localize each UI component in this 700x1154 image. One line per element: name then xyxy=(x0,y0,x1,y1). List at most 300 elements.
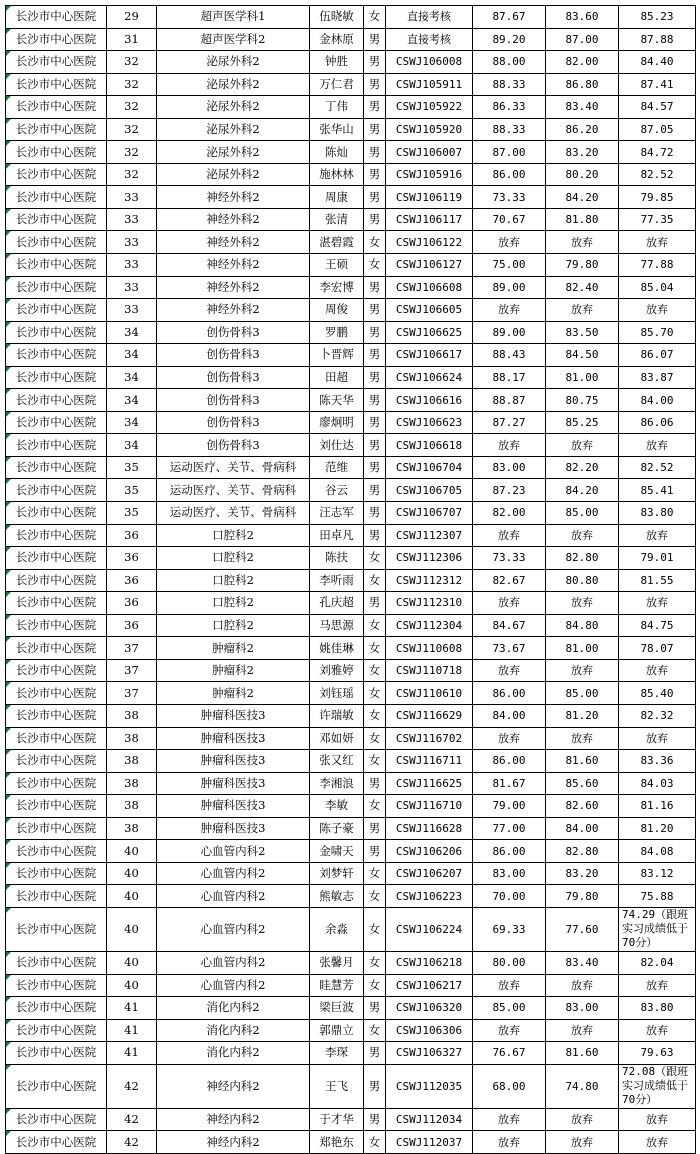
final-score-cell: 77.88 xyxy=(619,254,696,277)
written-score-cell: 80.00 xyxy=(473,951,546,974)
final-score-cell: 放弃 xyxy=(619,434,696,457)
final-score-cell: 85.70 xyxy=(619,321,696,344)
candidate-name-cell: 姚佳琳 xyxy=(310,637,364,660)
candidate-name-cell: 眭慧芳 xyxy=(310,974,364,997)
post-name-cell: 创伤骨科3 xyxy=(157,366,310,389)
post-name-cell: 运动医疗、关节、骨病科 xyxy=(157,456,310,479)
candidate-name-cell: 施林林 xyxy=(310,163,364,186)
post-name-cell: 超声医学科1 xyxy=(157,6,310,29)
final-score-cell: 86.06 xyxy=(619,411,696,434)
post-name-cell: 口腔科2 xyxy=(157,547,310,570)
exam-number-cell: CSWJ106218 xyxy=(386,951,473,974)
final-score-cell: 81.55 xyxy=(619,569,696,592)
exam-number-cell: CSWJ106007 xyxy=(386,141,473,164)
table-row xyxy=(6,704,696,727)
gender-cell: 女 xyxy=(364,1019,386,1042)
post-name-cell: 泌尿外科2 xyxy=(157,141,310,164)
interview-score-cell: 83.40 xyxy=(546,96,619,119)
candidate-name-cell: 张华山 xyxy=(310,118,364,141)
candidate-name-cell: 郑艳东 xyxy=(310,1131,364,1154)
post-name-cell: 神经外科2 xyxy=(157,276,310,299)
exam-number-cell: CSWJ112035 xyxy=(386,1064,473,1108)
candidate-name-cell: 李宏博 xyxy=(310,276,364,299)
post-number-cell: 33 xyxy=(107,231,157,254)
hospital-cell: 长沙市中心医院 xyxy=(6,592,107,615)
post-name-cell: 肿瘤科2 xyxy=(157,637,310,660)
candidate-name-cell: 金啸天 xyxy=(310,840,364,863)
exam-number-cell: CSWJ106207 xyxy=(386,862,473,885)
gender-cell: 男 xyxy=(364,997,386,1020)
gender-cell: 女 xyxy=(364,614,386,637)
post-name-cell: 心血管内科2 xyxy=(157,862,310,885)
final-score-cell: 82.52 xyxy=(619,163,696,186)
table-row xyxy=(6,1064,696,1108)
hospital-cell: 长沙市中心医院 xyxy=(6,637,107,660)
table-row xyxy=(6,276,696,299)
exam-number-cell: CSWJ106206 xyxy=(386,840,473,863)
table-row xyxy=(6,614,696,637)
table-row xyxy=(6,321,696,344)
exam-number-cell: CSWJ106705 xyxy=(386,479,473,502)
hospital-cell: 长沙市中心医院 xyxy=(6,974,107,997)
post-number-cell: 36 xyxy=(107,547,157,570)
post-number-cell: 34 xyxy=(107,366,157,389)
gender-cell: 女 xyxy=(364,974,386,997)
table-row xyxy=(6,974,696,997)
post-name-cell: 泌尿外科2 xyxy=(157,73,310,96)
hospital-cell: 长沙市中心医院 xyxy=(6,28,107,51)
interview-score-cell: 83.60 xyxy=(546,6,619,29)
post-name-cell: 超声医学科2 xyxy=(157,28,310,51)
post-number-cell: 38 xyxy=(107,750,157,773)
candidate-name-cell: 孔庆超 xyxy=(310,592,364,615)
table-row xyxy=(6,163,696,186)
table-row xyxy=(6,502,696,525)
post-number-cell: 35 xyxy=(107,479,157,502)
table-row xyxy=(6,682,696,705)
final-score-cell: 放弃 xyxy=(619,299,696,322)
interview-score-cell: 放弃 xyxy=(546,524,619,547)
post-name-cell: 肿瘤科医技3 xyxy=(157,704,310,727)
gender-cell: 男 xyxy=(364,276,386,299)
interview-score-cell: 86.80 xyxy=(546,73,619,96)
exam-number-cell: CSWJ106223 xyxy=(386,885,473,908)
written-score-cell: 73.33 xyxy=(473,186,546,209)
post-number-cell: 42 xyxy=(107,1108,157,1131)
final-score-cell: 放弃 xyxy=(619,659,696,682)
table-row xyxy=(6,411,696,434)
final-score-cell: 83.36 xyxy=(619,750,696,773)
table-row xyxy=(6,907,696,951)
final-score-cell: 75.88 xyxy=(619,885,696,908)
written-score-cell: 79.00 xyxy=(473,795,546,818)
post-number-cell: 40 xyxy=(107,974,157,997)
gender-cell: 男 xyxy=(364,321,386,344)
table-row xyxy=(6,750,696,773)
gender-cell: 男 xyxy=(364,208,386,231)
exam-number-cell: CSWJ106625 xyxy=(386,321,473,344)
interview-score-cell: 82.40 xyxy=(546,276,619,299)
post-name-cell: 消化内科2 xyxy=(157,997,310,1020)
table-row xyxy=(6,659,696,682)
candidate-name-cell: 李湘浪 xyxy=(310,772,364,795)
gender-cell: 女 xyxy=(364,951,386,974)
exam-number-cell: CSWJ105922 xyxy=(386,96,473,119)
final-score-cell: 84.40 xyxy=(619,51,696,74)
table-row xyxy=(6,51,696,74)
exam-number-cell: CSWJ106707 xyxy=(386,502,473,525)
hospital-cell: 长沙市中心医院 xyxy=(6,727,107,750)
post-number-cell: 36 xyxy=(107,569,157,592)
interview-score-cell: 77.60 xyxy=(546,907,619,951)
table-row xyxy=(6,254,696,277)
hospital-cell: 长沙市中心医院 xyxy=(6,817,107,840)
written-score-cell: 放弃 xyxy=(473,1019,546,1042)
final-score-cell: 78.07 xyxy=(619,637,696,660)
gender-cell: 男 xyxy=(364,456,386,479)
interview-score-cell: 放弃 xyxy=(546,592,619,615)
exam-number-cell: CSWJ106624 xyxy=(386,366,473,389)
hospital-cell: 长沙市中心医院 xyxy=(6,411,107,434)
final-score-cell: 79.63 xyxy=(619,1042,696,1065)
exam-number-cell: CSWJ106616 xyxy=(386,389,473,412)
written-score-cell: 放弃 xyxy=(473,974,546,997)
candidate-name-cell: 刘雅婷 xyxy=(310,659,364,682)
candidate-name-cell: 卜晋辉 xyxy=(310,344,364,367)
table-row xyxy=(6,727,696,750)
final-score-cell: 87.88 xyxy=(619,28,696,51)
final-score-cell: 放弃 xyxy=(619,1108,696,1131)
table-row xyxy=(6,1108,696,1131)
interview-score-cell: 放弃 xyxy=(546,231,619,254)
post-number-cell: 36 xyxy=(107,614,157,637)
written-score-cell: 73.33 xyxy=(473,547,546,570)
hospital-cell: 长沙市中心医院 xyxy=(6,659,107,682)
post-name-cell: 运动医疗、关节、骨病科 xyxy=(157,479,310,502)
interview-score-cell: 81.20 xyxy=(546,704,619,727)
candidate-name-cell: 熊敏志 xyxy=(310,885,364,908)
table-row xyxy=(6,344,696,367)
interview-score-cell: 放弃 xyxy=(546,659,619,682)
interview-score-cell: 81.80 xyxy=(546,208,619,231)
final-score-cell: 放弃 xyxy=(619,231,696,254)
exam-number-cell: CSWJ106127 xyxy=(386,254,473,277)
post-name-cell: 肿瘤科2 xyxy=(157,659,310,682)
hospital-cell: 长沙市中心医院 xyxy=(6,299,107,322)
candidate-name-cell: 周康 xyxy=(310,186,364,209)
table-row xyxy=(6,118,696,141)
gender-cell: 男 xyxy=(364,28,386,51)
written-score-cell: 放弃 xyxy=(473,659,546,682)
written-score-cell: 放弃 xyxy=(473,434,546,457)
candidate-name-cell: 马思源 xyxy=(310,614,364,637)
hospital-cell: 长沙市中心医院 xyxy=(6,434,107,457)
candidate-name-cell: 金林原 xyxy=(310,28,364,51)
final-score-cell: 83.80 xyxy=(619,502,696,525)
candidate-name-cell: 田卓凡 xyxy=(310,524,364,547)
table-row xyxy=(6,186,696,209)
candidate-name-cell: 湛碧霞 xyxy=(310,231,364,254)
post-number-cell: 32 xyxy=(107,51,157,74)
gender-cell: 女 xyxy=(364,569,386,592)
candidate-name-cell: 刘梦轩 xyxy=(310,862,364,885)
post-number-cell: 42 xyxy=(107,1131,157,1154)
gender-cell: 男 xyxy=(364,163,386,186)
table-row xyxy=(6,547,696,570)
final-score-cell: 84.57 xyxy=(619,96,696,119)
hospital-cell: 长沙市中心医院 xyxy=(6,704,107,727)
table-row xyxy=(6,569,696,592)
hospital-cell: 长沙市中心医院 xyxy=(6,547,107,570)
table-row xyxy=(6,592,696,615)
interview-score-cell: 84.50 xyxy=(546,344,619,367)
written-score-cell: 88.87 xyxy=(473,389,546,412)
hospital-cell: 长沙市中心医院 xyxy=(6,231,107,254)
exam-number-cell: CSWJ106224 xyxy=(386,907,473,951)
interview-score-cell: 80.75 xyxy=(546,389,619,412)
hospital-cell: 长沙市中心医院 xyxy=(6,614,107,637)
gender-cell: 男 xyxy=(364,1042,386,1065)
post-number-cell: 32 xyxy=(107,118,157,141)
candidate-name-cell: 李敏 xyxy=(310,795,364,818)
written-score-cell: 85.00 xyxy=(473,997,546,1020)
exam-number-cell: CSWJ110718 xyxy=(386,659,473,682)
candidate-name-cell: 梁巨波 xyxy=(310,997,364,1020)
post-number-cell: 33 xyxy=(107,254,157,277)
written-score-cell: 86.33 xyxy=(473,96,546,119)
exam-number-cell: CSWJ106623 xyxy=(386,411,473,434)
written-score-cell: 86.00 xyxy=(473,750,546,773)
post-name-cell: 心血管内科2 xyxy=(157,974,310,997)
post-number-cell: 36 xyxy=(107,592,157,615)
final-score-cell: 83.12 xyxy=(619,862,696,885)
final-score-cell: 84.03 xyxy=(619,772,696,795)
gender-cell: 男 xyxy=(364,389,386,412)
hospital-cell: 长沙市中心医院 xyxy=(6,795,107,818)
gender-cell: 男 xyxy=(364,141,386,164)
candidate-name-cell: 廖炯明 xyxy=(310,411,364,434)
post-number-cell: 40 xyxy=(107,862,157,885)
interview-score-cell: 放弃 xyxy=(546,1108,619,1131)
hospital-cell: 长沙市中心医院 xyxy=(6,186,107,209)
post-name-cell: 口腔科2 xyxy=(157,524,310,547)
interview-score-cell: 83.20 xyxy=(546,862,619,885)
table-row xyxy=(6,434,696,457)
written-score-cell: 68.00 xyxy=(473,1064,546,1108)
written-score-cell: 82.67 xyxy=(473,569,546,592)
interview-score-cell: 82.60 xyxy=(546,795,619,818)
post-number-cell: 34 xyxy=(107,434,157,457)
gender-cell: 男 xyxy=(364,51,386,74)
final-score-cell: 84.08 xyxy=(619,840,696,863)
hospital-cell: 长沙市中心医院 xyxy=(6,502,107,525)
table-row xyxy=(6,1131,696,1154)
post-name-cell: 口腔科2 xyxy=(157,569,310,592)
table-row xyxy=(6,96,696,119)
gender-cell: 男 xyxy=(364,299,386,322)
final-score-cell: 84.00 xyxy=(619,389,696,412)
table-row xyxy=(6,885,696,908)
final-score-cell: 85.23 xyxy=(619,6,696,29)
gender-cell: 男 xyxy=(364,524,386,547)
table-row xyxy=(6,795,696,818)
hospital-cell: 长沙市中心医院 xyxy=(6,389,107,412)
interview-score-cell: 85.00 xyxy=(546,682,619,705)
post-name-cell: 泌尿外科2 xyxy=(157,96,310,119)
table-row xyxy=(6,772,696,795)
post-name-cell: 创伤骨科3 xyxy=(157,389,310,412)
interview-score-cell: 84.80 xyxy=(546,614,619,637)
table-row xyxy=(6,299,696,322)
post-name-cell: 口腔科2 xyxy=(157,592,310,615)
post-number-cell: 29 xyxy=(107,6,157,29)
exam-number-cell: CSWJ112034 xyxy=(386,1108,473,1131)
post-number-cell: 38 xyxy=(107,727,157,750)
final-score-cell: 84.72 xyxy=(619,141,696,164)
hospital-cell: 长沙市中心医院 xyxy=(6,997,107,1020)
hospital-cell: 长沙市中心医院 xyxy=(6,344,107,367)
post-number-cell: 34 xyxy=(107,411,157,434)
written-score-cell: 89.20 xyxy=(473,28,546,51)
exam-number-cell: CSWJ105916 xyxy=(386,163,473,186)
table-row xyxy=(6,73,696,96)
interview-score-cell: 85.60 xyxy=(546,772,619,795)
exam-number-cell: CSWJ106217 xyxy=(386,974,473,997)
final-score-cell: 74.29（跟班实习成绩低于70分） xyxy=(619,907,696,951)
final-score-cell: 放弃 xyxy=(619,524,696,547)
written-score-cell: 放弃 xyxy=(473,592,546,615)
written-score-cell: 放弃 xyxy=(473,231,546,254)
gender-cell: 女 xyxy=(364,704,386,727)
written-score-cell: 81.67 xyxy=(473,772,546,795)
exam-number-cell: CSWJ112307 xyxy=(386,524,473,547)
post-name-cell: 神经外科2 xyxy=(157,299,310,322)
written-score-cell: 84.67 xyxy=(473,614,546,637)
post-number-cell: 38 xyxy=(107,795,157,818)
gender-cell: 女 xyxy=(364,862,386,885)
post-number-cell: 32 xyxy=(107,73,157,96)
hospital-cell: 长沙市中心医院 xyxy=(6,524,107,547)
post-number-cell: 32 xyxy=(107,96,157,119)
exam-number-cell: CSWJ110610 xyxy=(386,682,473,705)
hospital-cell: 长沙市中心医院 xyxy=(6,885,107,908)
post-name-cell: 肿瘤科医技3 xyxy=(157,750,310,773)
exam-number-cell: CSWJ112306 xyxy=(386,547,473,570)
candidate-name-cell: 王硕 xyxy=(310,254,364,277)
gender-cell: 男 xyxy=(364,840,386,863)
written-score-cell: 76.67 xyxy=(473,1042,546,1065)
candidate-name-cell: 伍晓敏 xyxy=(310,6,364,29)
gender-cell: 女 xyxy=(364,254,386,277)
post-name-cell: 神经外科2 xyxy=(157,186,310,209)
post-number-cell: 42 xyxy=(107,1064,157,1108)
interview-score-cell: 83.40 xyxy=(546,951,619,974)
hospital-cell: 长沙市中心医院 xyxy=(6,750,107,773)
exam-number-cell: CSWJ116702 xyxy=(386,727,473,750)
written-score-cell: 87.00 xyxy=(473,141,546,164)
post-number-cell: 40 xyxy=(107,951,157,974)
candidate-name-cell: 陈灿 xyxy=(310,141,364,164)
post-name-cell: 心血管内科2 xyxy=(157,907,310,951)
exam-number-cell: 直接考核 xyxy=(386,28,473,51)
interview-score-cell: 81.00 xyxy=(546,637,619,660)
post-number-cell: 41 xyxy=(107,997,157,1020)
candidate-name-cell: 邓如妍 xyxy=(310,727,364,750)
hospital-cell: 长沙市中心医院 xyxy=(6,1064,107,1108)
interview-score-cell: 放弃 xyxy=(546,974,619,997)
candidate-name-cell: 许瑞敏 xyxy=(310,704,364,727)
written-score-cell: 70.00 xyxy=(473,885,546,908)
final-score-cell: 83.87 xyxy=(619,366,696,389)
written-score-cell: 放弃 xyxy=(473,1108,546,1131)
table-row xyxy=(6,456,696,479)
interview-score-cell: 82.80 xyxy=(546,840,619,863)
post-number-cell: 34 xyxy=(107,389,157,412)
interview-score-cell: 放弃 xyxy=(546,1019,619,1042)
post-number-cell: 40 xyxy=(107,885,157,908)
candidate-name-cell: 陈天华 xyxy=(310,389,364,412)
interview-score-cell: 82.80 xyxy=(546,547,619,570)
hospital-cell: 长沙市中心医院 xyxy=(6,254,107,277)
written-score-cell: 86.00 xyxy=(473,163,546,186)
exam-number-cell: CSWJ110608 xyxy=(386,637,473,660)
post-name-cell: 神经内科2 xyxy=(157,1064,310,1108)
candidate-name-cell: 范维 xyxy=(310,456,364,479)
interview-score-cell: 85.25 xyxy=(546,411,619,434)
candidate-name-cell: 周俊 xyxy=(310,299,364,322)
post-name-cell: 消化内科2 xyxy=(157,1019,310,1042)
table-row xyxy=(6,862,696,885)
post-name-cell: 心血管内科2 xyxy=(157,840,310,863)
post-number-cell: 40 xyxy=(107,840,157,863)
hospital-cell: 长沙市中心医院 xyxy=(6,51,107,74)
hospital-cell: 长沙市中心医院 xyxy=(6,840,107,863)
post-number-cell: 34 xyxy=(107,321,157,344)
written-score-cell: 88.43 xyxy=(473,344,546,367)
candidate-name-cell: 钟胜 xyxy=(310,51,364,74)
exam-number-cell: CSWJ106008 xyxy=(386,51,473,74)
written-score-cell: 87.67 xyxy=(473,6,546,29)
final-score-cell: 87.41 xyxy=(619,73,696,96)
post-name-cell: 创伤骨科3 xyxy=(157,434,310,457)
gender-cell: 女 xyxy=(364,907,386,951)
interview-score-cell: 86.20 xyxy=(546,118,619,141)
exam-number-cell: CSWJ105920 xyxy=(386,118,473,141)
hospital-cell: 长沙市中心医院 xyxy=(6,208,107,231)
interview-score-cell: 84.20 xyxy=(546,479,619,502)
candidate-name-cell: 郭鼎立 xyxy=(310,1019,364,1042)
post-number-cell: 37 xyxy=(107,682,157,705)
gender-cell: 男 xyxy=(364,1108,386,1131)
post-name-cell: 神经外科2 xyxy=(157,254,310,277)
hospital-cell: 长沙市中心医院 xyxy=(6,951,107,974)
hospital-cell: 长沙市中心医院 xyxy=(6,73,107,96)
exam-number-cell: CSWJ106618 xyxy=(386,434,473,457)
table-row xyxy=(6,1042,696,1065)
interview-score-cell: 79.80 xyxy=(546,254,619,277)
exam-number-cell: 直接考核 xyxy=(386,6,473,29)
final-score-cell: 81.20 xyxy=(619,817,696,840)
written-score-cell: 88.00 xyxy=(473,51,546,74)
gender-cell: 男 xyxy=(364,592,386,615)
candidate-name-cell: 王飞 xyxy=(310,1064,364,1108)
post-number-cell: 33 xyxy=(107,208,157,231)
post-number-cell: 41 xyxy=(107,1042,157,1065)
table-row xyxy=(6,951,696,974)
written-score-cell: 83.00 xyxy=(473,862,546,885)
candidate-name-cell: 罗鹏 xyxy=(310,321,364,344)
final-score-cell: 79.85 xyxy=(619,186,696,209)
